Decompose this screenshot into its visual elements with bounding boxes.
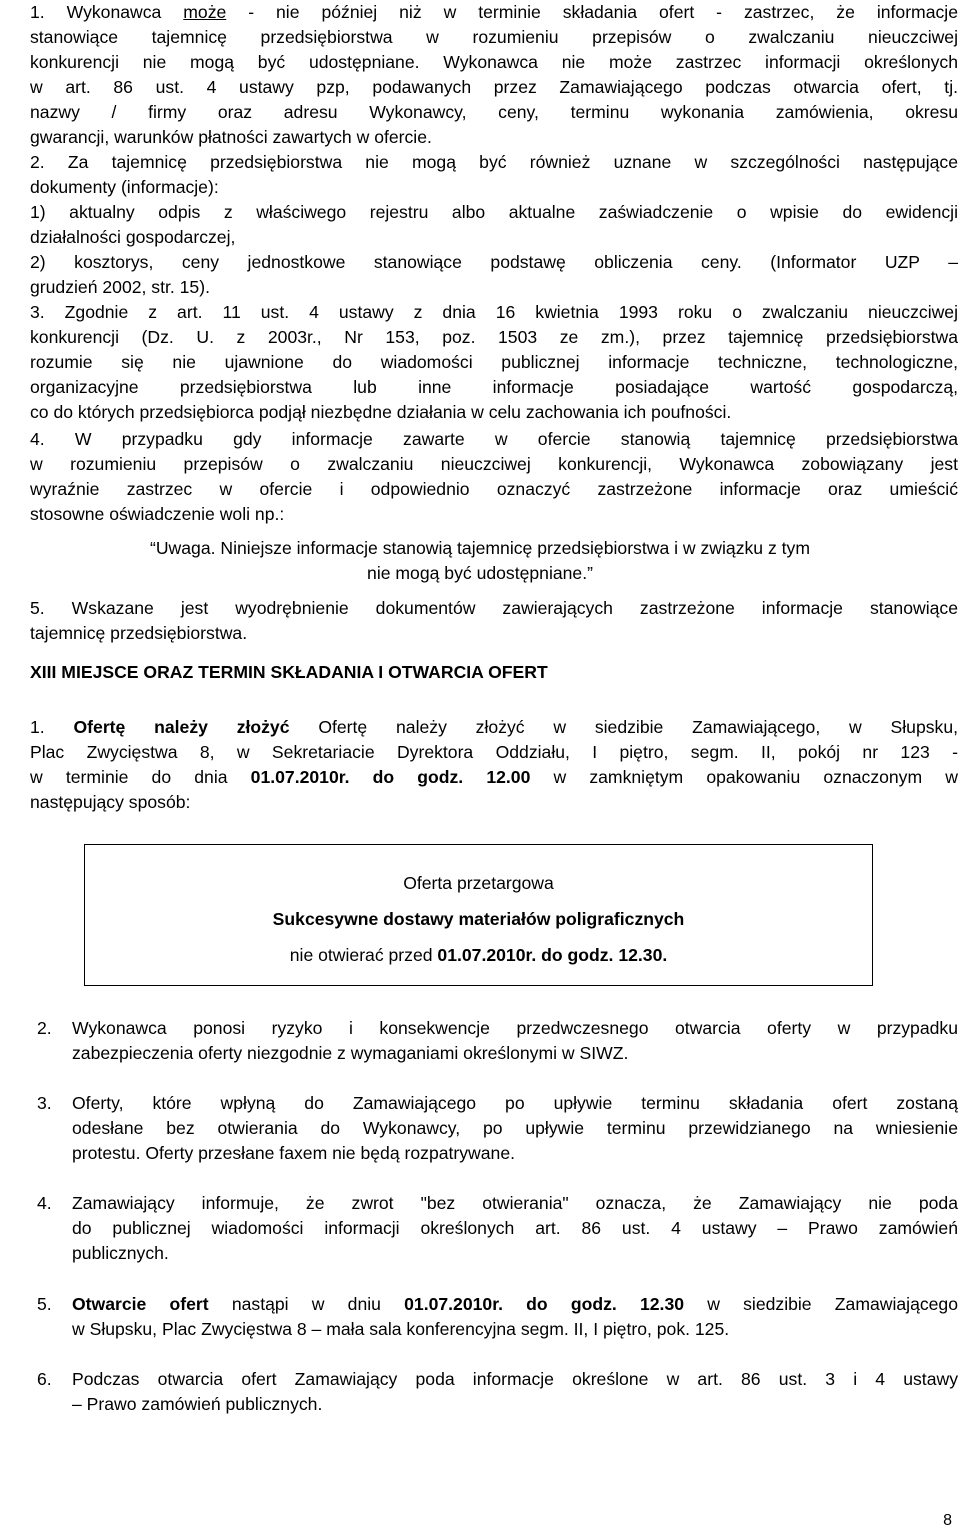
item3-line2: odesłane bez otwierania do Wykonawcy, po upływie terminu przewidzianego na wniesienie	[72, 1118, 958, 1138]
sec13-item1-line4: następujący sposób:	[30, 792, 191, 812]
para3-line5: co do których przedsiębiorca podjął niezbędne działania w celu zachowania ich poufności.	[30, 402, 732, 422]
item4-line3: publicznych.	[72, 1243, 169, 1263]
para1-line3: konkurencji nie mogą być udostępniane. Wykonawca nie może zastrzec informacji określonych	[30, 52, 958, 72]
para2-line6: grudzień 2002, str. 15).	[30, 277, 210, 297]
para3-line3: rozumie się nie ujawnione do wiadomości publicznej informacje techniczne, technologiczne,	[30, 352, 958, 372]
item5-number: 5.	[37, 1294, 52, 1314]
item4-line2: do publicznej wiadomości informacji określonych art. 86 ust. 4 ustawy – Prawo zamówień	[72, 1218, 958, 1238]
item6-number: 6.	[37, 1369, 52, 1389]
para1-line4: w art. 86 ust. 4 ustawy pzp, podawanych przez Zamawiającego podczas otwarcia ofert, tj.	[30, 77, 958, 97]
item2-line1: Wykonawca ponosi ryzyko i konsekwencje przedwczesnego otwarcia oferty w przypadku	[72, 1018, 958, 1038]
para3-line4: organizacyjne przedsiębiorstwa lub inne informacje posiadające wartość gospodarczą,	[30, 377, 958, 397]
item4-line1: Zamawiający informuje, że zwrot "bez otwierania" oznacza, że Zamawiający nie poda	[72, 1193, 958, 1213]
para3-line1: 3. Zgodnie z art. 11 ust. 4 ustawy z dnia 16 kwietnia 1993 roku o zwalczaniu nieuczciwej	[30, 302, 958, 322]
sec13-item1-line1: 1. Ofertę należy złożyć Ofertę należy złożyć w siedzibie Zamawiającego, w Słupsku,	[30, 717, 959, 737]
quote-line1: “Uwaga. Niniejsze informacje stanowią tajemnicę przedsiębiorstwa i w związku z tym	[149, 538, 810, 558]
sec13-item1-line2: Plac Zwycięstwa 8, w Sekretariacie Dyrektora Oddziału, I piętro, segm. II, pokój nr 123 -	[30, 742, 958, 762]
sec13-item1-line3: w terminie do dnia 01.07.2010r. do godz. 12.00 w zamkniętym opakowaniu oznaczonym w	[30, 767, 958, 787]
box-notice: nie otwierać przed 01.07.2010r. do godz. 12.30.	[289, 945, 668, 965]
para4-line4: stosowne oświadczenie woli np.:	[30, 504, 285, 524]
item4-number: 4.	[37, 1193, 52, 1213]
para1-line2: stanowiące tajemnicę przedsiębiorstwa w rozumieniu przepisów o zwalczaniu nieuczciwej	[30, 27, 958, 47]
item6-line1: Podczas otwarcia ofert Zamawiający poda informacje określone w art. 86 ust. 3 i 4 ustawy	[72, 1369, 958, 1389]
para3-line2: konkurencji (Dz. U. z 2003r., Nr 153, poz. 1503 ze zm.), przez tajemnicę przedsiębiorstwa	[30, 327, 958, 347]
item3-line3: protestu. Oferty przesłane faxem nie będą rozpatrywane.	[72, 1143, 516, 1163]
para2-line4: działalności gospodarczej,	[30, 227, 236, 247]
para5-line1: 5. Wskazane jest wyodrębnienie dokumentów zawierających zastrzeżone informacje stanowiące	[30, 598, 958, 618]
para1-line6: gwarancji, warunków płatności zawartych w ofercie.	[30, 127, 432, 147]
item2-number: 2.	[37, 1018, 52, 1038]
para4-line2: w rozumieniu przepisów o zwalczaniu nieuczciwej konkurencji, Wykonawca zobowiązany jest	[30, 454, 958, 474]
para2-line3: 1) aktualny odpis z właściwego rejestru albo aktualne zaświadczenie o wpisie do ewidencji	[30, 202, 958, 222]
para4-line3: wyraźnie zastrzec w ofercie i odpowiednio oznaczyć zastrzeżone informacje oraz umieścić	[30, 479, 958, 499]
item5-line2: w Słupsku, Plac Zwycięstwa 8 – mała sala konferencyjna segm. II, I piętro, pok. 125.	[72, 1319, 730, 1339]
item5-line1: Otwarcie ofert nastąpi w dniu 01.07.2010r. do godz. 12.30 w siedzibie Zamawiającego	[72, 1294, 958, 1314]
page-number: 8	[943, 1512, 952, 1529]
box-title: Oferta przetargowa	[403, 873, 554, 893]
envelope-label-box	[84, 844, 873, 986]
section-heading: XIII MIEJSCE ORAZ TERMIN SKŁADANIA I OTWARCIA OFERT	[30, 662, 548, 682]
para2-line5: 2) kosztorys, ceny jednostkowe stanowiące podstawę obliczenia ceny. (Informator UZP –	[30, 252, 958, 272]
para2-line2: dokumenty (informacje):	[30, 177, 219, 197]
item3-line1: Oferty, które wpłyną do Zamawiającego po upływie terminu składania ofert zostaną	[72, 1093, 958, 1113]
item2-line2: zabezpieczenia oferty niezgodnie z wymaganiami określonymi w SIWZ.	[72, 1043, 629, 1063]
para1-line1: 1. Wykonawca może - nie później niż w terminie składania ofert - zastrzec, że informacje	[30, 2, 958, 22]
para1-line5: nazwy / firmy oraz adresu Wykonawcy, ceny, terminu wykonania zamówienia, okresu	[30, 102, 958, 122]
item3-number: 3.	[37, 1093, 52, 1113]
quote-line2: nie mogą być udostępniane.”	[367, 563, 593, 583]
para5-line2: tajemnicę przedsiębiorstwa.	[30, 623, 248, 643]
box-subject: Sukcesywne dostawy materiałów poligraficznych	[272, 909, 685, 929]
para2-line1: 2. Za tajemnicę przedsiębiorstwa nie mogą być również uznane w szczególności następujące	[30, 152, 958, 172]
item6-line2: – Prawo zamówień publicznych.	[72, 1394, 323, 1414]
para4-line1: 4. W przypadku gdy informacje zawarte w ofercie stanowią tajemnicę przedsiębiorstwa	[30, 429, 958, 449]
